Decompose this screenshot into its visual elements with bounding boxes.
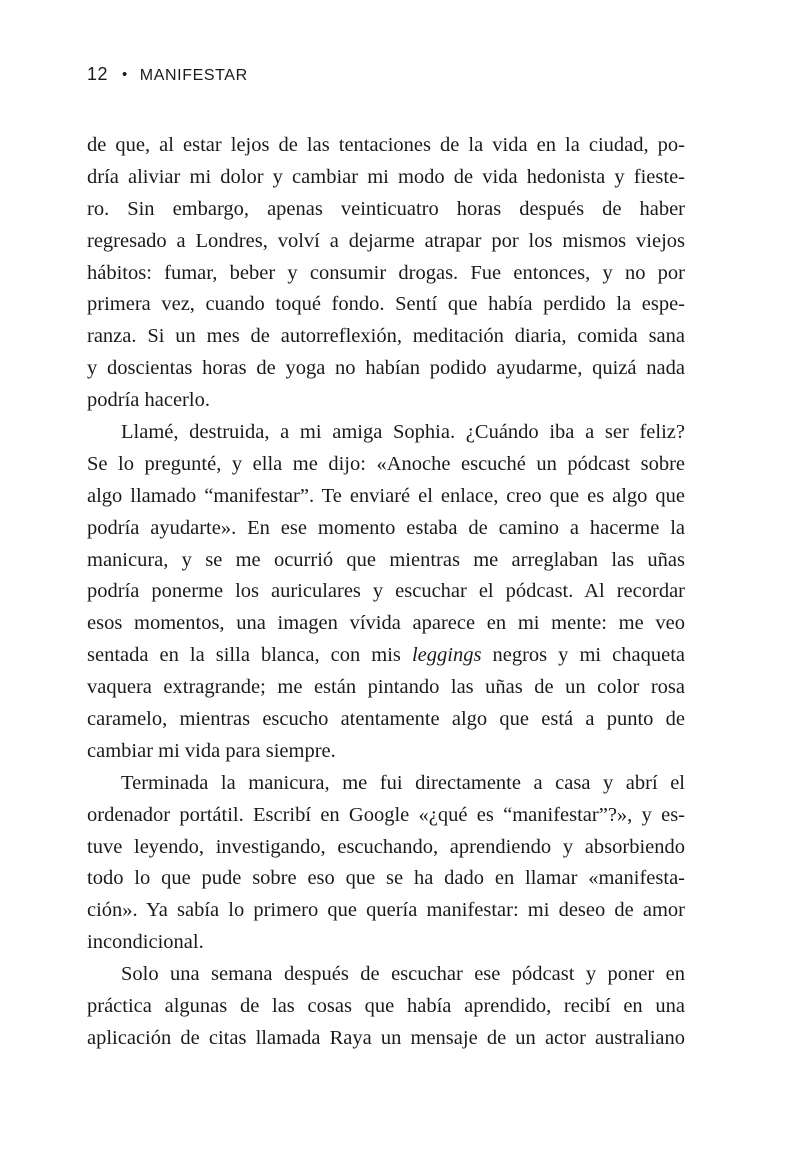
text-line: [87, 800, 685, 832]
text-segment: manicura, y se me ocurrió que mientras me arreglaban las uñas: [87, 548, 685, 571]
text-line: [87, 959, 685, 991]
text-segment: incondicional.: [87, 931, 204, 954]
text-segment: Llamé, destruida, a mi amiga Sophia. ¿Cuándo iba a ser feliz?: [121, 421, 685, 444]
text-segment: podría hacerlo.: [87, 389, 210, 412]
text-line: [87, 927, 685, 959]
text-line: [87, 481, 685, 513]
text-segment: hábitos: fumar, beber y consumir drogas. Fue entonces, y no por: [87, 261, 685, 284]
text-line: [87, 417, 685, 449]
text-line: [87, 130, 685, 162]
running-head: [87, 64, 248, 85]
text-line: [87, 832, 685, 864]
paragraph: [87, 417, 685, 768]
text-segment: ción». Ya sabía lo primero que quería manifestar: mi deseo de amor: [87, 899, 685, 922]
text-line: [87, 258, 685, 290]
text-line: [87, 385, 685, 417]
text-line: [87, 672, 685, 704]
paragraph: [87, 959, 685, 1055]
book-title: MANIFESTAR: [139, 67, 248, 84]
text-segment: sentada en la silla blanca, con mis: [87, 644, 412, 667]
text-segment: podría ayudarte». En ese momento estaba de camino a hacerme la: [87, 516, 685, 539]
text-segment: vaquera extragrande; me están pintando las uñas de un color rosa: [87, 676, 685, 699]
text-line: [87, 991, 685, 1023]
header-separator: •: [122, 66, 128, 83]
text-line: [87, 194, 685, 226]
text-line: [87, 704, 685, 736]
paragraph: [87, 768, 685, 959]
text-line: [87, 353, 685, 385]
text-segment: Solo una semana después de escuchar ese pódcast y poner en: [121, 963, 685, 986]
text-segment: primera vez, cuando toqué fondo. Sentí que había perdido la espe-: [87, 293, 685, 316]
text-segment: ranza. Si un mes de autorreflexión, meditación diaria, comida sana: [87, 325, 685, 348]
text-line: [87, 768, 685, 800]
text-line: [87, 545, 685, 577]
text-segment: práctica algunas de las cosas que había aprendido, recibí en una: [87, 995, 685, 1018]
text-line: [87, 895, 685, 927]
text-segment: regresado a Londres, volví a dejarme atrapar por los mismos viejos: [87, 229, 685, 252]
text-line: [87, 608, 685, 640]
text-line: [87, 640, 685, 672]
text-line: [87, 289, 685, 321]
text-line: [87, 576, 685, 608]
text-line: [87, 321, 685, 353]
text-segment: Terminada la manicura, me fui directamente a casa y abrí el: [121, 771, 685, 794]
italic-text: leggings: [411, 644, 482, 667]
text-segment: aplicación de citas llamada Raya un mensaje de un actor australiano: [87, 1026, 685, 1049]
text-segment: negros y mi chaqueta: [481, 644, 685, 667]
text-segment: dría aliviar mi dolor y cambiar mi modo de vida hedonista y fieste-: [87, 165, 685, 188]
text-segment: ordenador portátil. Escribí en Google «¿qué es “manifestar”?», y es-: [87, 803, 685, 826]
text-segment: algo llamado “manifestar”. Te enviaré el enlace, creo que es algo que: [87, 484, 685, 507]
text-segment: esos momentos, una imagen vívida aparece en mi mente: me veo: [87, 612, 685, 635]
text-segment: Se lo pregunté, y ella me dijo: «Anoche escuché un pódcast sobre: [87, 452, 685, 475]
text-segment: de que, al estar lejos de las tentaciones de la vida en la ciudad, po-: [87, 134, 685, 156]
text-line: [87, 1023, 685, 1055]
paragraph: [87, 130, 685, 417]
text-line: [87, 863, 685, 895]
text-segment: cambiar mi vida para siempre.: [87, 739, 336, 762]
text-segment: todo lo que pude sobre eso que se ha dado en llamar «manifesta-: [87, 867, 685, 890]
text-line: [87, 226, 685, 258]
text-line: [87, 513, 685, 545]
text-segment: ro. Sin embargo, apenas veinticuatro horas después de haber: [87, 197, 685, 220]
body-text: [87, 130, 685, 1055]
text-line: [87, 162, 685, 194]
text-segment: y doscientas horas de yoga no habían podido ayudarme, quizá nada: [87, 357, 685, 380]
text-segment: caramelo, mientras escucho atentamente algo que está a punto de: [87, 708, 685, 731]
text-segment: podría ponerme los auriculares y escuchar el pódcast. Al recordar: [87, 580, 685, 603]
text-line: [87, 736, 685, 768]
page-number: 12: [87, 64, 109, 84]
text-line: [87, 449, 685, 481]
text-segment: tuve leyendo, investigando, escuchando, aprendiendo y absorbiendo: [87, 835, 685, 858]
